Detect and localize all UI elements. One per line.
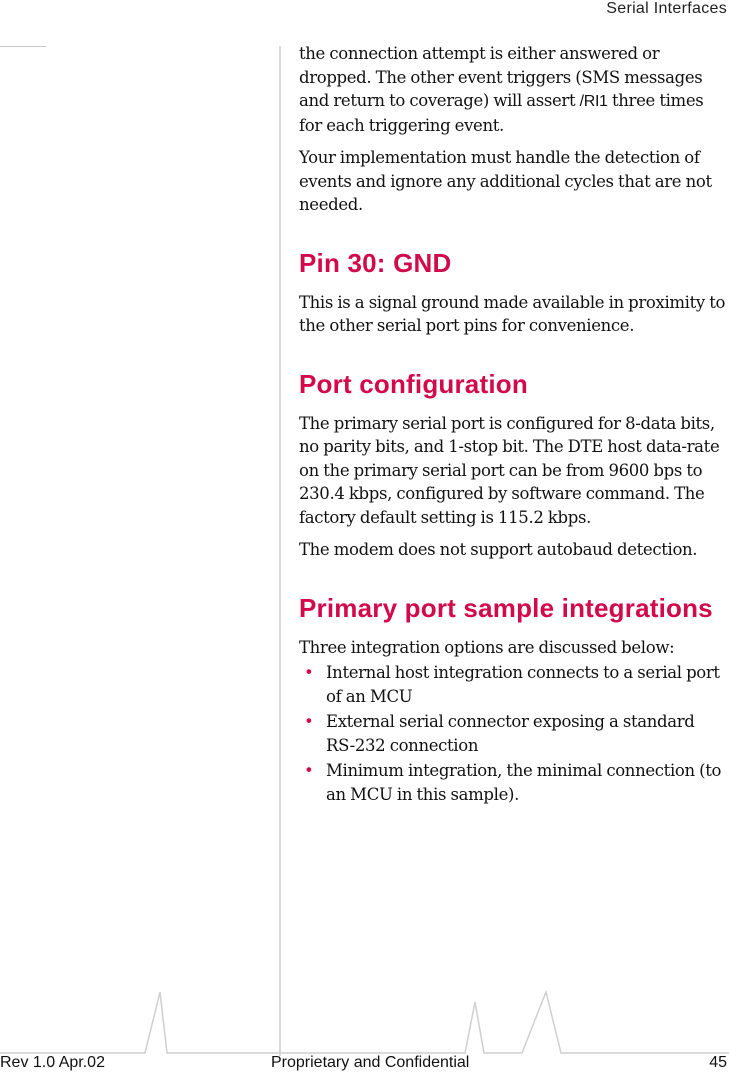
ri-events-text-end: three times for each triggering event. (299, 91, 704, 135)
ri-events-text-start: the connection attempt is either answered or dropped. The other event triggers (SMS messages and return to coverage) will assert (299, 44, 703, 110)
bullet-icon: • (306, 712, 312, 730)
bullet-icon: • (306, 761, 312, 779)
list-item (299, 661, 727, 708)
list-item-text: Minimum integration, the minimal connection (to an MCU in this sample). (326, 761, 722, 804)
paragraph-pin30: This is a signal ground made available in proximity to the other serial port pins for convenience. (299, 292, 726, 335)
paragraph-integrations-intro: Three integration options are discussed below: (299, 637, 675, 657)
bullet-icon: • (306, 663, 312, 681)
list-item (299, 759, 727, 806)
column-rule (279, 46, 281, 1056)
list-item-text: External serial connector exposing a standard RS-232 connection (326, 712, 695, 755)
integration-options-list (299, 661, 727, 806)
heading-port-configuration: Port configuration (299, 368, 528, 399)
footer-waveform-decoration (0, 990, 729, 1060)
paragraph-event-detection: Your implementation must handle the detection of events and ignore any additional cycles that are not needed. (299, 148, 712, 214)
footer-confidentiality: Proprietary and Confidential (271, 1054, 470, 1071)
list-item (299, 710, 727, 757)
header-rule (0, 46, 46, 47)
footer-revision: Rev 1.0 Apr.02 (0, 1054, 105, 1071)
paragraph-port-config: The primary serial port is configured for 8-data bits, no parity bits, and 1-stop bit. The DTE host data-rate on the primary serial port can be from 9600 bps to 230.4 kbps, configured by software command. The factory default setting is 115.2 kbps. (299, 413, 720, 527)
heading-pin30-gnd: Pin 30: GND (299, 247, 452, 278)
ri1-signal: /RI1 (579, 93, 608, 110)
list-item-text: Internal host integration connects to a serial port of an MCU (326, 663, 720, 706)
paragraph-autobaud: The modem does not support autobaud detection. (299, 540, 698, 559)
heading-primary-port-integrations: Primary port sample integrations (299, 592, 713, 623)
page-number: 45 (709, 1054, 727, 1071)
main-content (299, 42, 727, 808)
paragraph-ri-events (299, 42, 727, 137)
running-header: Serial Interfaces (606, 0, 727, 17)
